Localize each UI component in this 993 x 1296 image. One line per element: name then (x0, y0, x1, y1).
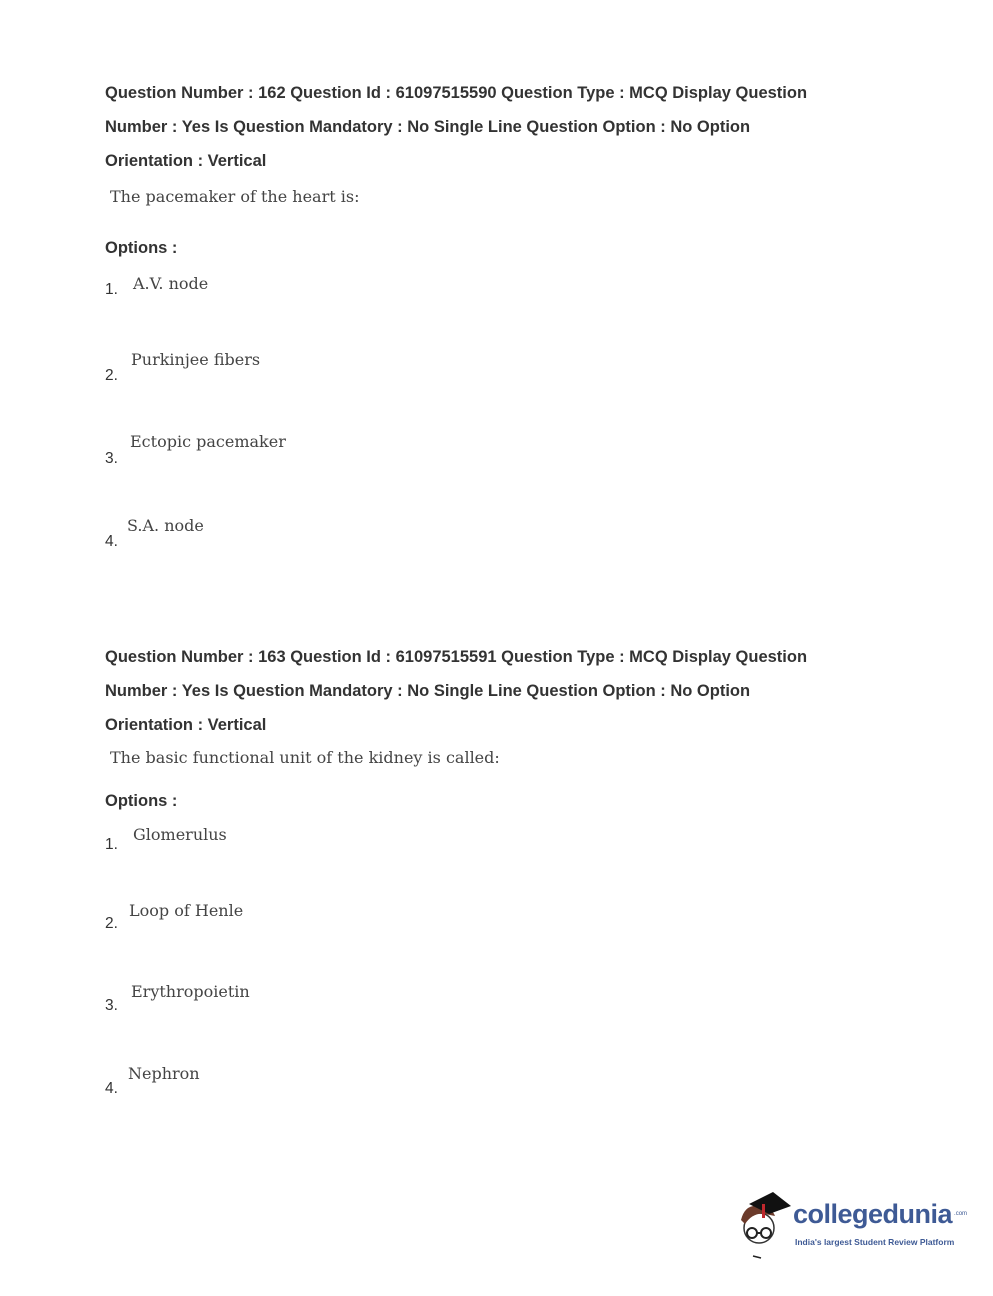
question-header-line: Number : Yes Is Question Mandatory : No Single Line Question Option : No Option (105, 118, 751, 136)
option-number: 2. (105, 367, 118, 384)
question-header-line: Orientation : Vertical (105, 152, 267, 170)
options-label: Options : (105, 792, 178, 810)
option-number: 1. (105, 281, 118, 298)
question-text: The pacemaker of the heart is: (110, 187, 360, 206)
collegedunia-logo (735, 1190, 985, 1260)
option-number: 3. (105, 997, 118, 1014)
option-number: 4. (105, 1080, 118, 1097)
option-text: A.V. node (133, 274, 209, 293)
option-text: S.A. node (127, 516, 204, 535)
option-text: Loop of Henle (129, 901, 244, 920)
question-header-line: Question Number : 162 Question Id : 61097515590 Question Type : MCQ Display Question (105, 84, 808, 102)
question-header-line: Question Number : 163 Question Id : 61097515591 Question Type : MCQ Display Question (105, 648, 808, 666)
logo-brand-row (793, 1198, 967, 1235)
option-number: 4. (105, 533, 118, 550)
logo-brand-text: collegedunia (793, 1199, 953, 1229)
mascot-icon (735, 1190, 793, 1260)
question-header-line: Orientation : Vertical (105, 716, 267, 734)
question-text: The basic functional unit of the kidney is called: (110, 748, 500, 767)
question-header-line: Number : Yes Is Question Mandatory : No Single Line Question Option : No Option (105, 682, 751, 700)
option-text: Glomerulus (133, 825, 227, 844)
options-label: Options : (105, 239, 178, 257)
option-text: Nephron (128, 1064, 200, 1083)
option-text: Erythropoietin (131, 982, 250, 1001)
option-text: Purkinjee fibers (131, 350, 261, 369)
logo-tagline: India's largest Student Review Platform (795, 1237, 955, 1247)
option-number: 2. (105, 915, 118, 932)
option-number: 3. (105, 450, 118, 467)
option-number: 1. (105, 836, 118, 853)
logo-suffix: .com (954, 1211, 968, 1217)
option-text: Ectopic pacemaker (130, 432, 286, 451)
